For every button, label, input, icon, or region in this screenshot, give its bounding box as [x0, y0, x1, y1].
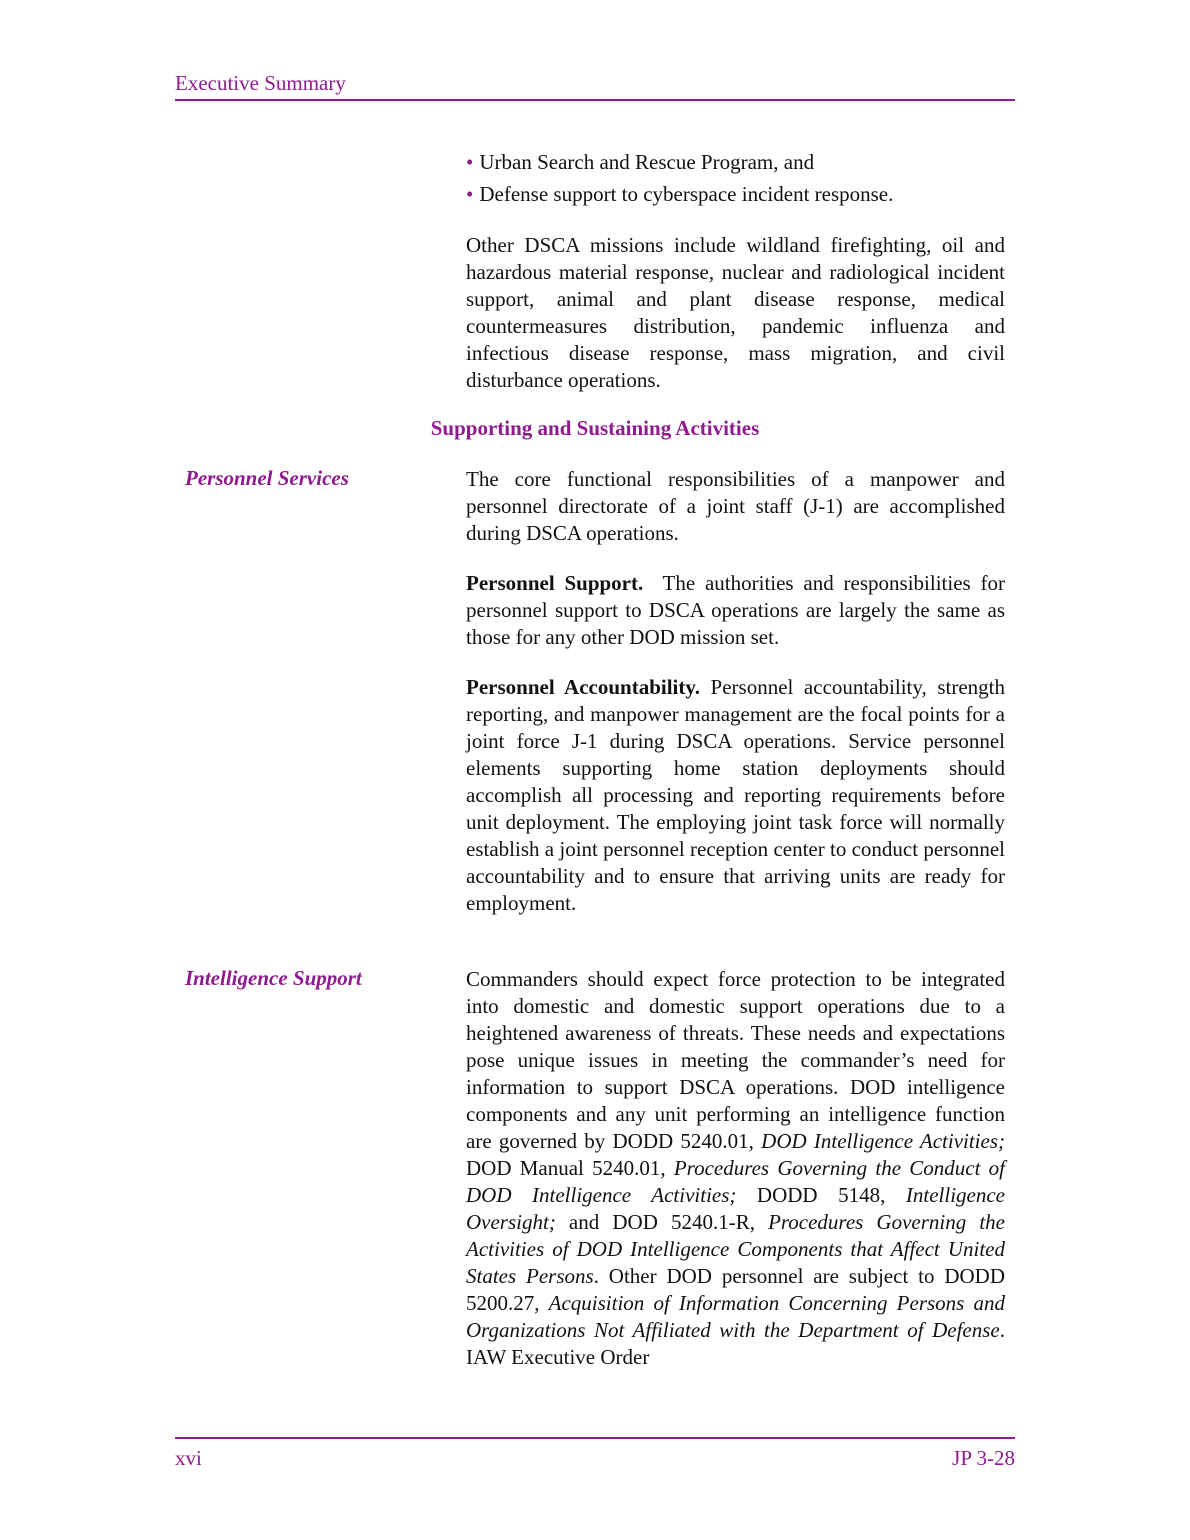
intel-reference-title: Intelligence Oversight; — [466, 1183, 1005, 1234]
intel-text-segment: . IAW Executive Order — [466, 1318, 1005, 1369]
side-label-personnel-services: Personnel Services — [185, 466, 349, 490]
bullet-list — [466, 149, 1005, 213]
bullet-icon: • — [466, 182, 474, 206]
intelligence-support-paragraph — [466, 966, 1005, 1371]
page-number: xvi — [175, 1446, 202, 1470]
intel-reference-title: Acquisition of Information Concerning Persons and Organizations Not Affiliated with the Department of Defense — [466, 1291, 1005, 1342]
intel-text-segment: . Other DOD personnel are subject to DODD 5200.27, — [466, 1264, 1005, 1315]
personnel-accountability-text: Personnel accountability, strength reporting, and manpower management are the focal points for a joint force J-1 during DSCA operations. Service personnel elements supporting home station deployments should accomplish all processing and reporting requirements before unit deployment. The employing joint task force will normally establish a joint personnel reception center to conduct personnel accountability and to ensure that arriving units are ready for employment. — [466, 675, 1005, 915]
section-heading: Supporting and Sustaining Activities — [430, 416, 760, 440]
bullet-text: Urban Search and Rescue Program, and — [479, 150, 815, 174]
intel-text-segment: and DOD 5240.1-R, — [555, 1210, 769, 1234]
personnel-support-lead: Personnel Support. — [466, 571, 644, 595]
document-id: JP 3-28 — [952, 1446, 1015, 1470]
side-label-intelligence-support: Intelligence Support — [185, 966, 362, 990]
bullet-icon: • — [466, 150, 474, 174]
list-item — [466, 181, 1005, 208]
intel-text-segment: DOD Manual 5240.01, — [466, 1156, 674, 1180]
intel-reference-title: Procedures Governing the Conduct of DOD Intelligence Activities; — [466, 1156, 1005, 1207]
intel-reference-title: DOD Intelligence Activities; — [761, 1129, 1006, 1153]
intel-text-segment: Commanders should expect force protection to be integrated into domestic and domestic support operations due to a heightened awareness of threats. These needs and expectations pose unique issues in meeting the commander’s need for information to support DSCA operations. DOD intelligence components and any unit performing an intelligence function are governed by DODD 5240.01, — [466, 967, 1005, 1153]
running-header-title: Executive Summary — [175, 71, 346, 95]
bullet-text: Defense support to cyberspace incident response. — [479, 182, 894, 206]
personnel-support-text: The authorities and responsibilities for personnel support to DSCA operations are largely the same as those for any other DOD mission set. — [466, 571, 1006, 649]
header-rule — [175, 99, 1015, 101]
personnel-accountability-paragraph — [466, 674, 1005, 917]
footer-rule — [175, 1437, 1015, 1439]
personnel-accountability-lead: Personnel Accountability. — [466, 675, 700, 699]
intel-text-segment: DODD 5148, — [736, 1183, 906, 1207]
intel-reference-title: Procedures Governing the Activities of DOD Intelligence Components that Affect United States Persons — [466, 1210, 1005, 1288]
personnel-services-intro: The core functional responsibilities of a manpower and personnel directorate of a joint staff (J-1) are accomplished during DSCA operations. — [466, 467, 1005, 545]
list-item — [466, 149, 1005, 176]
personnel-support-paragraph — [466, 570, 1005, 651]
other-missions-paragraph: Other DSCA missions include wildland firefighting, oil and hazardous material response, nuclear and radiological incident support, animal and plant disease response, medical countermeasures distribution, pandemic influenza and infectious disease response, mass migration, and civil disturbance operations. — [466, 233, 1005, 392]
